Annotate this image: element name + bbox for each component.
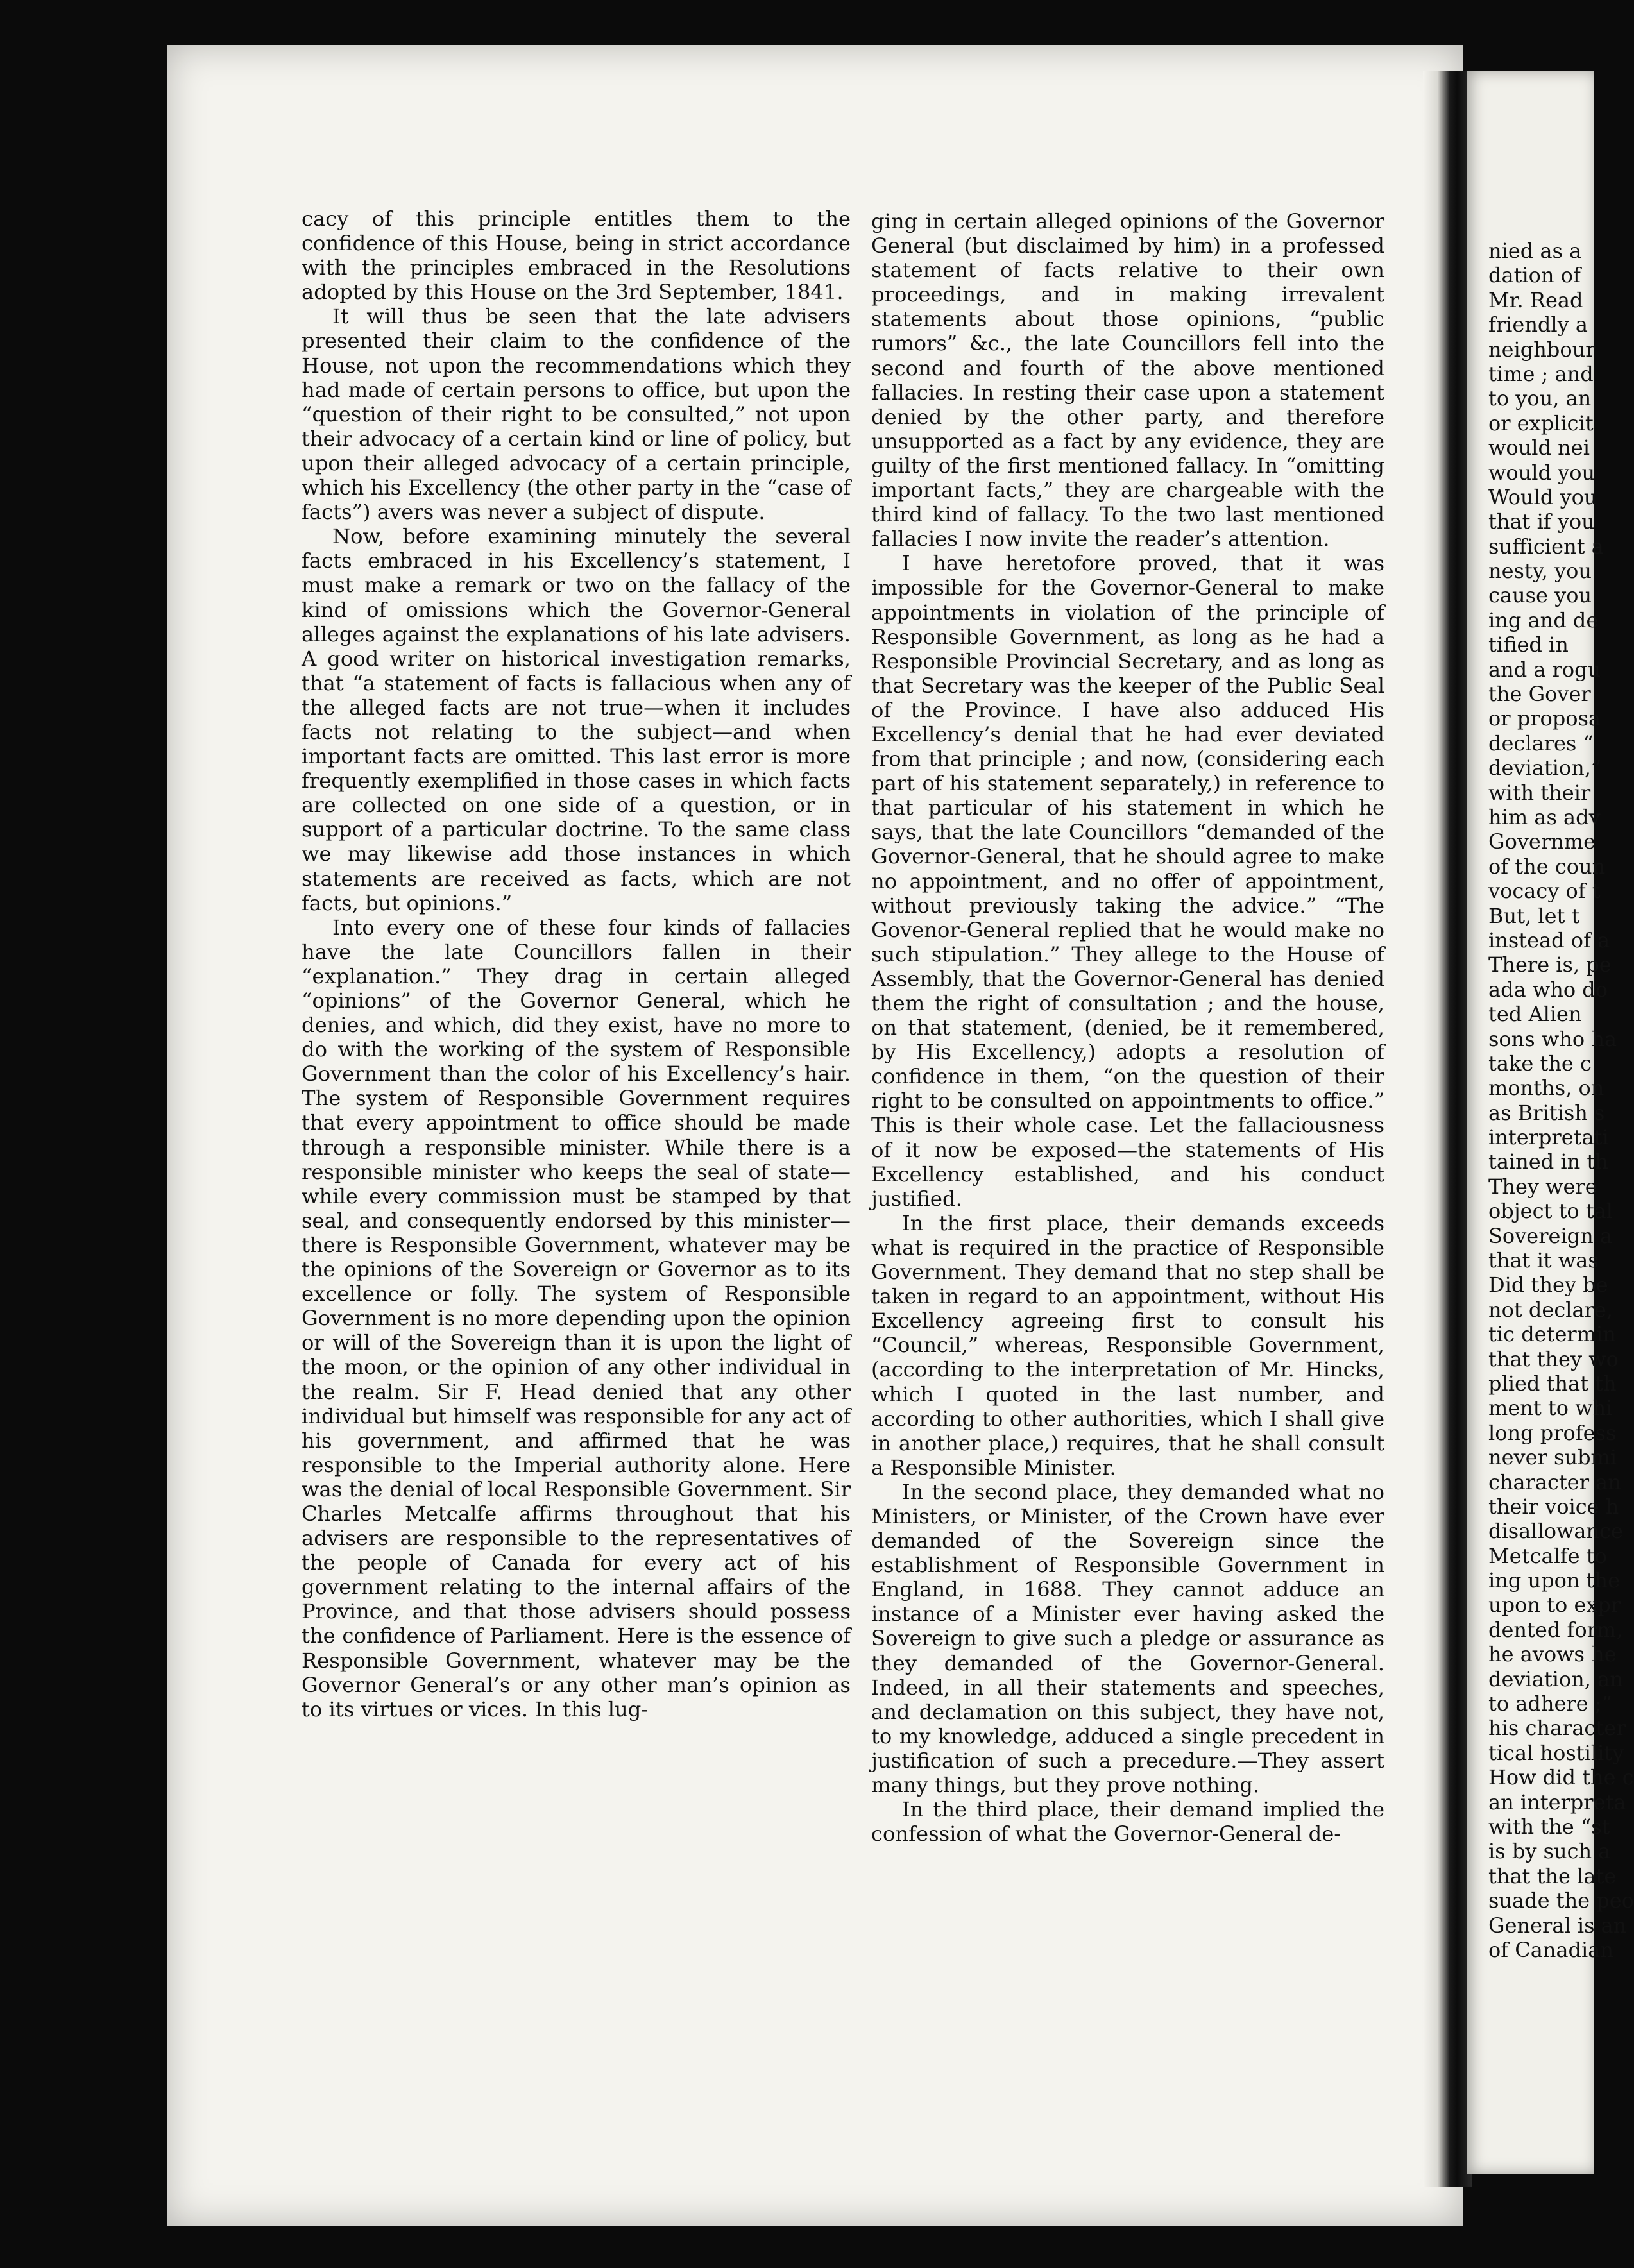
paragraph: In the first place, their demands exceeds what is required in the practice of Responsible Government. They demand that no step shall be taken in regard to an appointment, without His Excellency agreeing first to consult his “Council,” whereas, Responsible Government, (according to the interpretation of Mr. Hincks, which I quoted in the last number, and according to other authorities, which I shall give in another place,) requires, that he shall consult a Responsible Minister. (871, 1210, 1384, 1480)
fragment-line: sufficient a (1488, 534, 1604, 559)
fragment-line: that the late (1488, 1863, 1617, 1888)
adjacent-page-text (1488, 239, 1634, 1962)
fragment-line: They were (1488, 1174, 1597, 1199)
article-column-left (302, 207, 851, 1722)
fragment-line: declares “ (1488, 731, 1594, 756)
paragraph: ging in certain alleged opinions of the Governor General (but disclaimed by him) in a professed statement of facts relative to their own proceedings, and in making irrevalent statements about those opinions, “public rumors” &c., the late Councillors fell into the second and fourth of the above mentioned fallacies. In resting their case upon a statement denied by the other party, and therefore unsupported as a fact by any evidence, they are guilty of the first mentioned fallacy. In “omitting important facts,” they are chargeable with the third kind of fallacy. To the two last mentioned fallacies I now invite the reader’s attention. (871, 209, 1384, 552)
fragment-line: ing upon the (1488, 1568, 1621, 1593)
fragment-line: is by such a (1488, 1839, 1611, 1864)
fragment-line: instead of a (1488, 927, 1610, 952)
fragment-line: ment to whi (1488, 1396, 1613, 1421)
fragment-line: take the c (1488, 1051, 1592, 1076)
fragment-line: he avows he (1488, 1642, 1617, 1667)
fragment-line: or proposa (1488, 706, 1601, 731)
fragment-line: deviation,” (1488, 756, 1602, 781)
fragment-line: deviation, an (1488, 1666, 1623, 1691)
fragment-line: dented form, (1488, 1617, 1623, 1642)
fragment-line: his character (1488, 1716, 1626, 1741)
fragment-line: character an (1488, 1469, 1621, 1494)
fragment-line: ted Alien (1488, 1002, 1582, 1027)
fragment-line: ing and de (1488, 607, 1599, 632)
fragment-line: to you, an (1488, 386, 1592, 411)
article-column-right (871, 209, 1384, 1846)
fragment-line: interpretati (1488, 1125, 1609, 1150)
fragment-line: would nei (1488, 436, 1590, 461)
page-gutter (1423, 71, 1472, 2187)
fragment-line: tained in th (1488, 1149, 1608, 1174)
fragment-line: their voice h (1488, 1494, 1619, 1519)
fragment-line: How did the c (1488, 1765, 1634, 1790)
fragment-line: tical hostility (1488, 1740, 1624, 1765)
fragment-line: as British s (1488, 1100, 1605, 1125)
paragraph: Now, before examining minutely the several facts embraced in his Excellency’s statement, I must make a remark or two on the fallacy of the kind of omissions which the Governor-General alleges against the explanations of his late advisers. A good writer on historical investigation remarks, that “a statement of facts is fallacious when any of the alleged facts are not true—when it includes facts not relating to the subject—and when important facts are omitted. This last error is more frequently exemplified in those cases in which facts are collected on one side of a question, or in support of a particular doctrine. To the same class we may likewise add those instances in which statements are received as facts, which are not facts, but opinions.” (302, 524, 851, 915)
fragment-line: object to tal (1488, 1199, 1613, 1224)
fragment-line: with their (1488, 780, 1591, 805)
paragraph: I have heretofore proved, that it was impossible for the Governor-General to make appointments in violation of the principle of Responsible Government, as long as he had a Responsible Provincial Secretary, and as long as that Secretary was the keeper of the Public Seal of the Province. I have also adduced His Excellency’s denial that he had ever deviated from that principle ; and now, (considering each part of his statement separately,) in reference to that particular of his statement in which he says, that the late Councillors “demanded of the Governor-General, that he should agree to make no appointment, and no offer of appointment, without previously taking the advice.” “The Govenor-General replied that he would make no such stipulation.” They allege to the House of Assembly, that the Governor-General has denied them the right of consultation ; and the house, on that statement, (denied, be it remembered, by His Excellency,) adopts a resolution of confidence in them, “on the question of their right to be consulted on appointments to office.” This is their whole case. Let the fallaciousness of it now be exposed—the statements of His Excellency established, and his conduct justified. (871, 551, 1384, 1211)
fragment-line: vocacy of t (1488, 879, 1601, 904)
fragment-line: him as adv (1488, 804, 1601, 829)
fragment-line: with the “st (1488, 1815, 1610, 1839)
fragment-line: that it was (1488, 1248, 1599, 1273)
fragment-line: But, let t (1488, 903, 1580, 928)
fragment-line: neighbour (1488, 337, 1596, 362)
fragment-line: Did they be (1488, 1273, 1608, 1298)
fragment-line: Governme (1488, 829, 1596, 854)
fragment-line: and a rogu (1488, 657, 1601, 682)
fragment-line: that if you (1488, 509, 1595, 534)
fragment-line: an interpreta (1488, 1790, 1626, 1815)
fragment-line: Sovereign a (1488, 1223, 1613, 1248)
fragment-line: months, on (1488, 1076, 1604, 1101)
paragraph: Into every one of these four kinds of fallacies have the late Councillors fallen in their “explanation.” They drag in certain alleged “opinions” of the Governor General, which he denies, and which, did they exist, have no more to do with the working of the system of Responsible Government than the color of his Excellency’s hair. The system of Responsible Government requires that every appointment to office should be made through a responsible minister. While there is a responsible minister who keeps the seal of state—while every commission must be stamped by that seal, and consequently endorsed by this minister—there is Responsible Government, whatever may be the opinions of the Sovereign or Governor as to its excellence or folly. The system of Responsible Government is no more depending upon the opinion or will of the Sovereign than it is upon the light of the moon, or the opinion of any other individual in the realm. Sir F. Head denied that any other individual but himself was responsible for any act of his government, and affirmed that he was responsible to the Imperial authority alone. Here was the denial of local Responsible Government. Sir Charles Metcalfe affirms throughout that his advisers are responsible to the representatives of the people of Canada for every act of his government relating to the internal affairs of the Province, and that those advisers should possess the confidence of Parliament. Here is the essence of Responsible Government, whatever may be the Governor General’s or any other man’s opinion as to its virtues or vices. In this lug- (302, 915, 851, 1722)
fragment-line: tified in (1488, 632, 1569, 657)
fragment-line: suade the peo (1488, 1888, 1634, 1913)
fragment-line: not declare, (1488, 1297, 1613, 1322)
fragment-line: time ; and (1488, 361, 1594, 386)
fragment-line: Mr. Read (1488, 287, 1583, 312)
fragment-line: dation of (1488, 263, 1581, 288)
fragment-line: There is, pe (1488, 952, 1612, 977)
fragment-line: General is an (1488, 1913, 1627, 1938)
fragment-line: upon to expr (1488, 1593, 1621, 1618)
fragment-line: of the coun (1488, 854, 1606, 879)
fragment-line: of Canadian (1488, 1937, 1613, 1962)
fragment-line: to adhere ;” (1488, 1691, 1612, 1716)
paragraph: It will thus be seen that the late advisers presented their claim to the confidence of the House, not upon the recommendations which they had made of certain persons to office, but upon the “question of their right to be consulted,” not upon their advocacy of a certain kind or line of policy, but upon their alleged advocacy of a certain principle, which his Excellency (the other party in the “case of facts”) avers was never a subject of dispute. (302, 304, 851, 525)
fragment-line: long profess (1488, 1420, 1617, 1445)
fragment-line: ada who do (1488, 977, 1608, 1002)
fragment-line: the Gover (1488, 682, 1591, 707)
fragment-line: disallowance (1488, 1519, 1623, 1544)
fragment-line: tic determin (1488, 1322, 1616, 1347)
fragment-line: Would you (1488, 484, 1597, 509)
fragment-line: sons who ha (1488, 1026, 1617, 1051)
fragment-line: that they wo (1488, 1346, 1619, 1371)
paragraph: In the second place, they demanded what no Ministers, or Minister, of the Crown have ever demanded of the Sovereign since the establishment of Responsible Government in England, in 1688. They cannot adduce an instance of a Minister ever having asked the Sovereign to give such a pledge or assurance as they demanded of the Governor-General. Indeed, in all their statements and speeches, and declamation on this subject, they have not, to my knowledge, adduced a single precedent in justification of such a precedure.—They assert many things, but they prove nothing. (871, 1479, 1384, 1797)
paragraph: In the third place, their demand implied the confession of what the Governor-General de- (871, 1797, 1384, 1847)
paragraph: cacy of this principle entitles them to the confidence of this House, being in strict accordance with the principles embraced in the Resolutions adopted by this House on the 3rd September, 1841. (302, 207, 851, 305)
fragment-line: nesty, you (1488, 559, 1592, 584)
fragment-line: plied that th (1488, 1371, 1617, 1396)
fragment-line: or explicit (1488, 410, 1594, 436)
fragment-line: would you (1488, 460, 1596, 485)
fragment-line: cause you (1488, 583, 1592, 608)
fragment-line: Metcalfe to (1488, 1543, 1607, 1568)
fragment-line: friendly a (1488, 312, 1588, 337)
fragment-line: never submi (1488, 1445, 1617, 1470)
fragment-line: nied as a (1488, 239, 1582, 263)
